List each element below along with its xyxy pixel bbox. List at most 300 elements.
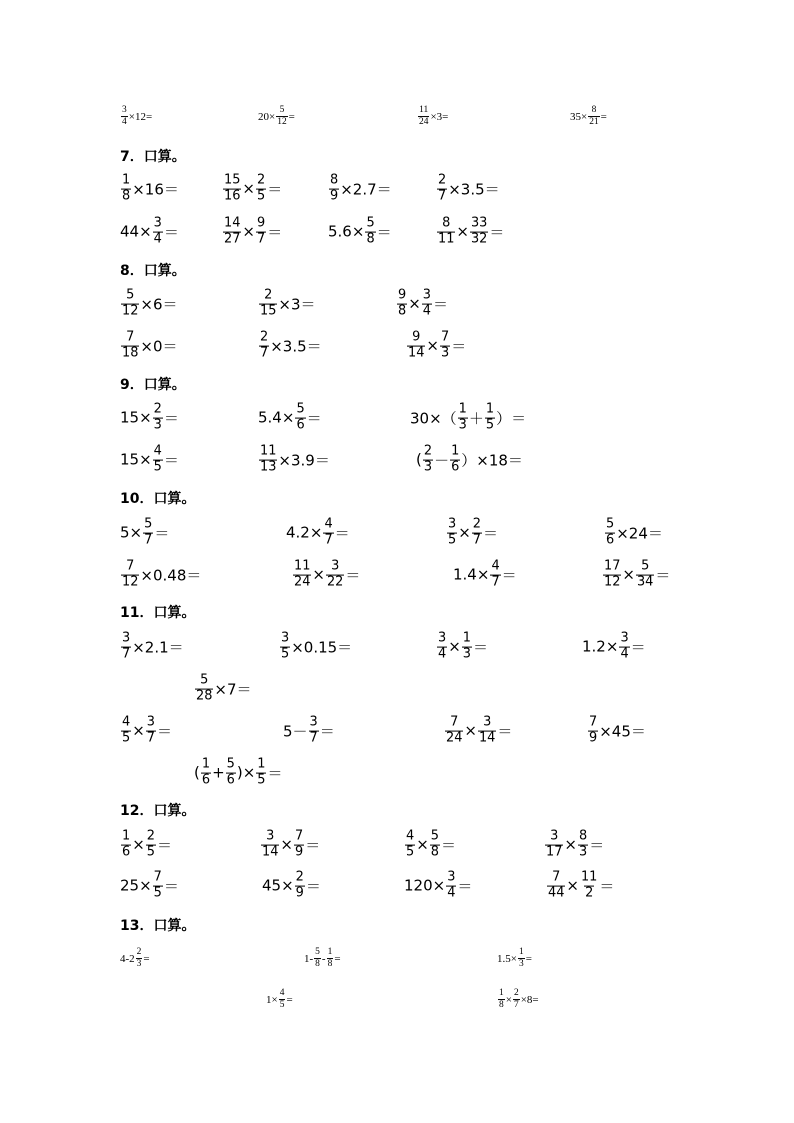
expression-text: ＝ (440, 836, 456, 855)
fraction (446, 869, 456, 901)
fraction-numerator: 1 (122, 828, 131, 844)
expression-text: 45× (262, 877, 294, 895)
fraction (447, 516, 457, 548)
fraction-numerator: 3 (266, 828, 275, 844)
fraction-denominator: 7 (513, 1000, 519, 1011)
section-heading: 8．口算。 (120, 263, 186, 279)
expression-text: ＝ (267, 180, 283, 199)
fraction-denominator: 14 (478, 730, 496, 746)
fraction-numerator: 7 (153, 869, 162, 885)
math-expression (120, 215, 179, 247)
fraction-numerator: 3 (550, 828, 559, 844)
fraction (121, 828, 131, 860)
section-heading: 13．口算。 (120, 918, 196, 934)
fraction (440, 329, 450, 361)
fraction (314, 948, 321, 970)
math-expression (410, 401, 527, 433)
expression-text: ×3.9＝ (278, 451, 330, 470)
fraction-numerator: 2 (264, 287, 273, 303)
expression-text: ×6＝ (140, 295, 178, 314)
math-expression (279, 630, 353, 662)
fraction (518, 948, 525, 970)
math-expression (328, 172, 392, 204)
fraction-numerator: 5 (200, 672, 209, 688)
fraction-denominator: 4 (620, 646, 629, 662)
fraction (121, 558, 139, 590)
expression-text: × (448, 638, 461, 656)
fraction (121, 714, 131, 746)
math-expression (283, 714, 335, 746)
expression-text: × (458, 524, 471, 542)
section-heading: 11．口算。 (120, 605, 196, 621)
fraction-numerator: 5 (366, 215, 375, 231)
fraction-denominator: 13 (260, 459, 277, 475)
fraction-numerator: 3 (331, 558, 340, 574)
fraction-denominator: 5 (153, 885, 162, 901)
fraction-denominator: 5 (257, 772, 266, 788)
expression-text: ＝ (154, 524, 170, 543)
fraction (458, 401, 468, 433)
math-expression (436, 172, 500, 204)
fraction (146, 828, 156, 860)
fraction-numerator: 5 (296, 401, 305, 417)
expression-text: ＝ (432, 295, 448, 314)
math-expression (120, 869, 179, 901)
fraction-denominator: 5 (281, 646, 290, 662)
math-expression (120, 443, 179, 475)
expression-text: ×12= (128, 111, 153, 123)
fraction-numerator: 15 (224, 172, 241, 188)
fraction-denominator: 14 (262, 844, 279, 860)
fraction (195, 672, 213, 704)
fraction-numerator: 8 (330, 172, 339, 188)
fraction-denominator: 8 (366, 231, 375, 247)
fraction-numerator: 2 (423, 443, 433, 459)
expression-text: ×0.15＝ (291, 638, 353, 657)
expression-text: 1.2× (582, 638, 619, 656)
expression-text: ＝ (589, 836, 605, 855)
fraction-denominator: 22 (326, 574, 344, 590)
fraction (437, 172, 447, 204)
math-expression (120, 630, 184, 662)
math-expression (328, 215, 392, 247)
fraction (309, 714, 319, 746)
math-expression (120, 287, 178, 319)
expression-text: = (334, 953, 341, 965)
math-expression (120, 329, 178, 361)
fraction (588, 106, 599, 128)
expression-text: 35× (570, 111, 588, 123)
fraction (636, 558, 654, 590)
fraction (619, 630, 629, 662)
expression-text: ＝ (334, 524, 350, 543)
fraction-denominator: 6 (122, 844, 131, 860)
fraction-numerator: 11 (580, 869, 598, 885)
fraction-numerator: 5 (279, 105, 285, 116)
fraction-denominator: 5 (146, 844, 155, 860)
fraction (136, 948, 143, 970)
fraction-denominator: 8 (499, 1000, 504, 1011)
expression-text: 5× (120, 524, 143, 542)
fraction-numerator: 4 (122, 714, 131, 730)
expression-text: × (132, 836, 145, 854)
expression-text: ×7＝ (214, 680, 252, 699)
fraction-denominator: 3 (440, 345, 450, 361)
fraction-denominator: 6 (606, 532, 615, 548)
fraction (121, 287, 139, 319)
fraction-numerator: 4 (491, 558, 500, 574)
fraction (223, 215, 241, 247)
expression-text: ×45＝ (599, 722, 646, 741)
fraction-numerator: 5 (226, 756, 235, 772)
expression-text: × (242, 223, 255, 241)
math-expression (604, 516, 663, 548)
expression-text: 15× (120, 409, 152, 427)
fraction-denominator: 5 (448, 532, 457, 548)
fraction (498, 989, 505, 1011)
expression-text: × (622, 566, 635, 584)
fraction-numerator: 3 (438, 630, 447, 646)
fraction-numerator: 8 (591, 105, 597, 116)
fraction-numerator: 1 (499, 988, 504, 999)
math-expression (120, 172, 179, 204)
expression-text: ＝ (655, 566, 671, 585)
section-heading: 12．口算。 (120, 803, 196, 819)
fraction-numerator: 5 (606, 516, 615, 532)
fraction-numerator: 3 (620, 630, 629, 646)
fraction-denominator: 8 (327, 959, 333, 970)
fraction-denominator: 27 (224, 231, 241, 247)
section-heading: 9．口算。 (120, 377, 186, 393)
expression-text: × (416, 836, 429, 854)
fraction-numerator: 3 (309, 714, 318, 730)
fraction (472, 516, 482, 548)
fraction-denominator: 6 (451, 459, 460, 475)
math-expression (404, 828, 456, 860)
math-expression (436, 215, 505, 247)
math-expression (222, 172, 283, 204)
math-expression (396, 287, 448, 319)
fraction-denominator: 8 (430, 844, 439, 860)
fraction-numerator: 1 (462, 630, 471, 646)
fraction (365, 215, 375, 247)
fraction-numerator: 7 (294, 828, 304, 844)
expression-text: ＝ (451, 337, 467, 356)
math-expression (570, 106, 607, 128)
fraction-denominator: 3 (518, 959, 524, 970)
fraction-numerator: 5 (144, 516, 153, 532)
fraction-denominator: 9 (330, 188, 339, 204)
fraction (259, 329, 269, 361)
math-expression (546, 869, 615, 901)
fraction-denominator: 7 (144, 532, 153, 548)
expression-text: ＝ (267, 764, 283, 783)
expression-text: ×3.5＝ (270, 337, 322, 356)
math-expression (120, 401, 179, 433)
expression-text: 1.5× (497, 953, 517, 965)
fraction-numerator: 1 (451, 443, 460, 459)
fraction-denominator: 12 (277, 117, 287, 128)
math-expression (120, 558, 202, 590)
math-expression (453, 558, 517, 590)
expression-text: 20× (258, 111, 276, 123)
fraction-numerator: 3 (122, 630, 131, 646)
fraction-numerator: 7 (552, 869, 561, 885)
fraction-numerator: 3 (281, 630, 290, 646)
expression-text: ×0＝ (140, 337, 178, 356)
fraction-numerator: 1 (485, 401, 495, 417)
fraction-numerator: 2 (438, 172, 447, 188)
fraction (418, 106, 429, 128)
math-expression (120, 106, 152, 128)
fraction-denominator: 7 (256, 231, 266, 247)
math-expression (258, 443, 330, 475)
math-expression (602, 558, 671, 590)
fraction-denominator: 5 (279, 1000, 285, 1011)
fraction-numerator: 7 (126, 329, 135, 345)
fraction (294, 828, 304, 860)
math-expression (497, 948, 532, 970)
fraction-denominator: 3 (153, 417, 162, 433)
fraction-denominator: 5 (256, 188, 266, 204)
fraction-numerator: 8 (578, 828, 588, 844)
fraction-denominator: 7 (324, 532, 333, 548)
fraction (276, 106, 287, 128)
expression-text: ）＝ (496, 409, 527, 428)
expression-text: ＝ (156, 722, 172, 741)
fraction-denominator: 7 (122, 646, 131, 662)
fraction-denominator: 9 (294, 844, 304, 860)
expression-text: ＝ (489, 223, 505, 242)
fraction-numerator: 5 (315, 947, 320, 958)
math-expression (120, 516, 170, 548)
fraction-denominator: 17 (546, 844, 563, 860)
expression-text: ＝ (305, 877, 321, 896)
fraction-numerator: 1 (518, 947, 524, 958)
fraction (143, 516, 153, 548)
fraction-numerator: 9 (412, 329, 421, 345)
expression-text: × (464, 722, 477, 740)
expression-text: = (286, 994, 293, 1006)
math-expression (262, 869, 321, 901)
fraction-denominator: 8 (398, 303, 407, 319)
math-expression (260, 828, 321, 860)
fraction-denominator: 14 (408, 345, 425, 361)
fraction (329, 172, 339, 204)
math-expression (120, 828, 172, 860)
fraction-denominator: 3 (462, 646, 471, 662)
fraction (445, 714, 463, 746)
math-expression (120, 948, 150, 970)
fraction (223, 172, 241, 204)
fraction (545, 828, 563, 860)
math-expression (194, 672, 252, 704)
fraction-numerator: 14 (224, 215, 241, 231)
fraction (326, 558, 344, 590)
fraction-numerator: 1 (327, 947, 333, 958)
math-expression (444, 714, 513, 746)
expression-text: × (564, 836, 577, 854)
fraction (261, 828, 279, 860)
fraction-numerator: 2 (472, 516, 481, 532)
fraction-numerator: 7 (589, 714, 598, 730)
expression-text: = (525, 953, 532, 965)
fraction-denominator: 7 (146, 730, 155, 746)
fraction-denominator: 4 (122, 117, 127, 128)
expression-text: × (132, 722, 145, 740)
math-expression (286, 516, 350, 548)
expression-text: 1.4× (453, 566, 490, 584)
fraction-numerator: 3 (422, 287, 431, 303)
fraction-denominator: 21 (589, 117, 599, 128)
fraction (121, 106, 128, 128)
expression-text: 120× (404, 877, 446, 895)
fraction (405, 828, 415, 860)
fraction-numerator: 3 (153, 215, 162, 231)
fraction (293, 558, 311, 590)
fraction-denominator: 3 (458, 417, 467, 433)
expression-text: 25× (120, 877, 152, 895)
fraction (327, 948, 334, 970)
expression-text: ＝ (497, 722, 513, 741)
fraction-denominator: 11 (438, 231, 455, 247)
expression-text: 5.6× (328, 223, 365, 241)
fraction-numerator: 3 (483, 714, 492, 730)
fraction (121, 630, 131, 662)
fraction-denominator: 5 (406, 844, 415, 860)
fraction-denominator: 8 (315, 959, 320, 970)
expression-text: ＝ (163, 877, 179, 896)
expression-text: ×3.5＝ (448, 180, 500, 199)
math-expression (406, 329, 467, 361)
fraction (153, 869, 163, 901)
fraction-numerator: 11 (260, 443, 277, 459)
fraction-denominator: 9 (589, 730, 598, 746)
expression-text: ＝ (267, 223, 283, 242)
expression-text: ＝ (630, 638, 646, 657)
fraction (423, 443, 433, 475)
fraction-denominator: 12 (122, 574, 139, 590)
expression-text: ×3= (430, 111, 449, 123)
fraction-denominator: 6 (296, 417, 305, 433)
expression-text: ）×18＝ (461, 451, 523, 470)
expression-text: ( (194, 764, 200, 782)
fraction-numerator: 1 (122, 172, 131, 188)
fraction-denominator: 4 (422, 303, 431, 319)
fraction-numerator: 2 (260, 329, 269, 345)
fraction-denominator: 6 (201, 772, 211, 788)
fraction-denominator: 3 (578, 844, 588, 860)
math-expression (222, 215, 283, 247)
expression-text: ＝ (319, 722, 335, 741)
math-expression (544, 828, 605, 860)
fraction-numerator: 2 (295, 869, 304, 885)
expression-text: + (212, 764, 225, 782)
math-expression (304, 948, 341, 970)
fraction (547, 869, 565, 901)
expression-text: 30×（ (410, 409, 457, 428)
section-heading: 10．口算。 (120, 491, 196, 507)
fraction-numerator: 5 (641, 558, 650, 574)
fraction (153, 443, 163, 475)
fraction-denominator: 12 (604, 574, 621, 590)
fraction-denominator: 5 (122, 730, 131, 746)
expression-text: ×24＝ (616, 524, 663, 543)
fraction (580, 869, 598, 901)
expression-text: × (426, 337, 439, 355)
fraction (256, 215, 266, 247)
fraction-numerator: 2 (153, 401, 162, 417)
section-heading: 7．口算。 (120, 149, 186, 165)
fraction (256, 172, 266, 204)
expression-text: × (280, 836, 293, 854)
fraction-numerator: 5 (430, 828, 439, 844)
fraction-denominator: 24 (419, 117, 429, 128)
fraction (259, 287, 277, 319)
math-expression (582, 630, 646, 662)
expression-text: ＝ (376, 223, 392, 242)
math-expression (436, 630, 488, 662)
expression-text: ×3＝ (278, 295, 316, 314)
expression-text: × (312, 566, 325, 584)
fraction-numerator: 1 (201, 756, 211, 772)
fraction-numerator: 17 (604, 558, 621, 574)
math-expression (258, 329, 322, 361)
fraction-denominator: 32 (470, 231, 488, 247)
fraction-denominator: 16 (224, 188, 241, 204)
expression-text: 4-2 (120, 953, 135, 965)
fraction-numerator: 5 (126, 287, 135, 303)
fraction (153, 215, 163, 247)
expression-text: ＝ (345, 566, 361, 585)
fraction-numerator: 4 (406, 828, 415, 844)
expression-text: ×16＝ (132, 180, 179, 199)
expression-text: × (456, 223, 469, 241)
fraction-denominator: 5 (153, 459, 162, 475)
math-expression (404, 869, 473, 901)
fraction-numerator: 4 (153, 443, 162, 459)
fraction-numerator: 7 (440, 329, 450, 345)
fraction-denominator: 18 (122, 345, 139, 361)
fraction-denominator: 4 (438, 646, 447, 662)
expression-text: = (288, 111, 295, 123)
fraction-numerator: 11 (419, 105, 429, 116)
fraction-numerator: 4 (279, 988, 285, 999)
fraction-denominator: 24 (294, 574, 311, 590)
expression-text: 44× (120, 223, 152, 241)
expression-text: 5.4× (258, 409, 295, 427)
expression-text: = (600, 111, 607, 123)
fraction (146, 714, 156, 746)
expression-text: ＝ (163, 451, 179, 470)
fraction-numerator: 4 (324, 516, 333, 532)
fraction (490, 558, 500, 590)
expression-text: 15× (120, 451, 152, 469)
fraction-numerator: 7 (450, 714, 459, 730)
fraction-denominator: 7 (260, 345, 269, 361)
fraction-denominator: 4 (447, 885, 456, 901)
fraction-numerator: 11 (294, 558, 311, 574)
fraction (605, 516, 615, 548)
fraction (462, 630, 472, 662)
expression-text: ×2.7＝ (340, 180, 392, 199)
fraction-denominator: 9 (295, 885, 304, 901)
expression-text: ×8= (520, 994, 539, 1006)
fraction-denominator: 3 (136, 959, 142, 970)
fraction (437, 215, 455, 247)
expression-text: ＝ (501, 566, 517, 585)
expression-text: × (566, 877, 579, 895)
